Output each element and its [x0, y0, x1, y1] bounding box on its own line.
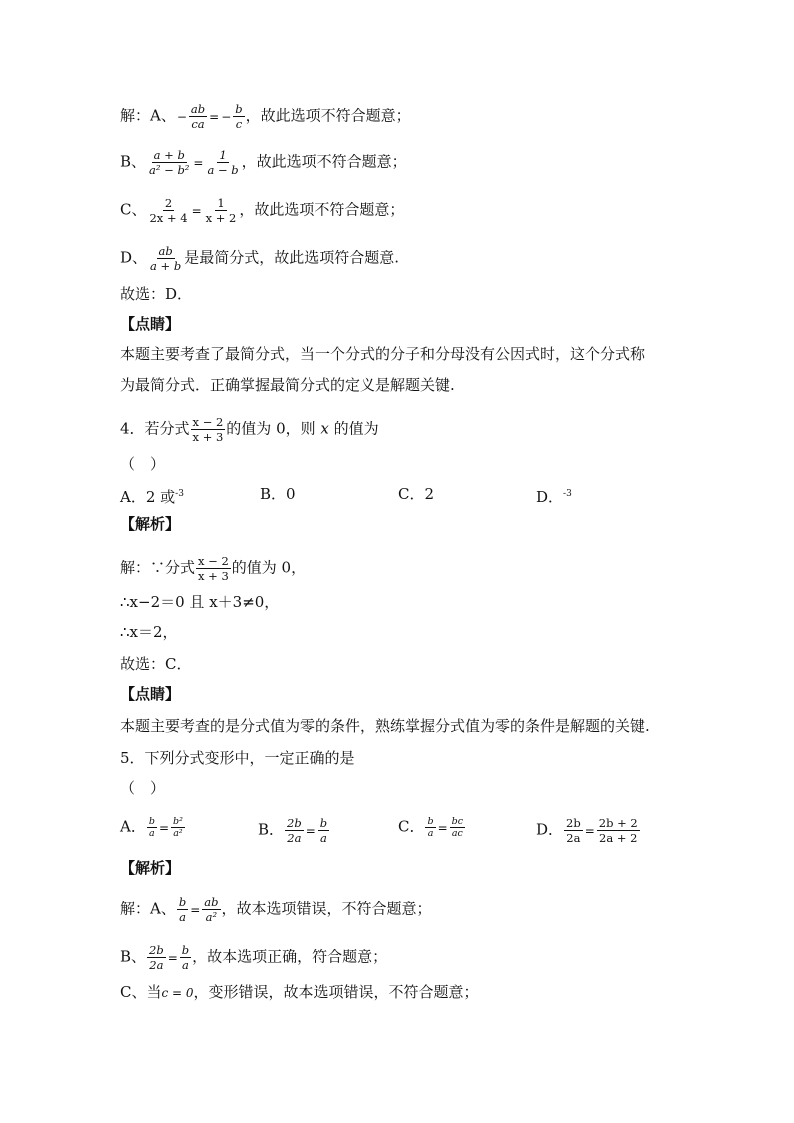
q5-sol-b-lhs	[147, 943, 166, 972]
q5-sol-a: 解：A、 $\frac{b}{a}$ = $\frac{ab}{\text{a²}}$ ，故本选项错误，不符合题意；	[120, 895, 432, 924]
q3-sol-d-prefix: D、	[120, 248, 148, 267]
frac-num: 2	[164, 196, 173, 210]
q3-sol-b-lhs	[147, 148, 191, 177]
q5-sol-c-expr: c = 0	[161, 986, 194, 1000]
frac-den: a	[320, 831, 327, 845]
q5-sol-b-prefix: B、	[120, 947, 147, 966]
option-lhs	[285, 816, 304, 845]
q5-sol-b-rhs	[180, 943, 191, 972]
q4-option-a[interactable]	[120, 484, 184, 507]
q4-stem	[120, 415, 379, 444]
q3-sol-c: C、 $\frac{2}{2x + 4}$ = $\frac{1}{x + 2}$ ，故此选项不符合题意；	[120, 196, 405, 225]
option-label: B．	[258, 820, 285, 839]
frac-num: 2b + 2	[598, 816, 638, 830]
frac-num: 1	[217, 196, 225, 210]
q5-sol-b-text: ，故本选项正确，符合题意；	[192, 947, 388, 966]
q5-option-c[interactable]: C． $\frac{b}{a}$ = $\frac{bc}{ac}$	[398, 816, 464, 839]
q5-analysis-header: 【解析】	[120, 859, 181, 877]
frac-num: b	[178, 895, 187, 909]
option-label: D．	[536, 488, 564, 506]
frac-num: 2b	[287, 816, 302, 830]
q3-point-line2: 为最简分式．正确掌握最简分式的定义是解题关键.	[120, 376, 455, 394]
frac-den: a	[149, 828, 155, 839]
q5-option-a[interactable]: A． $\frac{b}{a}$ = $\frac{\text{b²}}{\text{a²}}$	[120, 816, 183, 839]
q3-sol-c-rhs	[204, 196, 239, 225]
frac-num: a + b	[153, 148, 185, 162]
option-text: 0	[286, 485, 296, 503]
q5-sol-c-text: ，变形错误，故本选项错误，不符合题意；	[193, 983, 479, 1001]
q4-point-header: 【点睛】	[120, 685, 181, 703]
option-label: B．	[260, 485, 287, 503]
frac-den: x + 3	[198, 569, 229, 583]
q5-sol-c	[120, 982, 479, 1003]
q5-sol-c-prefix: C、当	[120, 983, 162, 1001]
q3-sol-c-text: ，故此选项不符合题意；	[239, 200, 405, 219]
frac-den: 2a	[149, 958, 164, 972]
frac-num: x − 2	[192, 415, 224, 429]
option-label: C．	[398, 485, 425, 503]
q4-analysis-header: 【解析】	[120, 515, 181, 533]
q4-option-b[interactable]	[260, 484, 296, 504]
frac-num: ab	[190, 102, 206, 116]
q3-point-line1: 本题主要考查了最简分式，当一个分式的分子和分母没有公因式时，这个分式称	[120, 345, 646, 363]
q4-sol1	[120, 554, 306, 583]
frac-den: a²	[205, 910, 218, 924]
q3-point-header: 【点睛】	[120, 315, 181, 333]
q4-stem-mid: 的值为 0，则	[226, 419, 321, 438]
q5-option-b[interactable]: B． $\frac{2b}{2a}$ = $\frac{b}{a}$	[258, 816, 328, 845]
option-extra: -3	[175, 489, 184, 499]
q3-sol-a-lhs-sign: −	[176, 109, 187, 124]
frac-num: b	[148, 816, 155, 827]
frac-num: b²	[173, 816, 183, 827]
frac-num: x − 2	[198, 554, 229, 568]
option-text: 2	[424, 485, 435, 503]
q5-sol-a-rhs	[202, 895, 220, 924]
option-lhs	[425, 816, 435, 839]
option-rhs	[450, 816, 465, 839]
q3-sol-c-prefix: C、	[120, 200, 147, 219]
q3-sol-b: B、 $\frac{a + b}{\text{a² − b²}}$ = $\frac{1}{a - b}$ ，故此选项不符合题意；	[120, 148, 407, 177]
frac-den: x + 3	[192, 430, 224, 444]
frac-den: a²	[173, 828, 183, 839]
q4-stem-frac	[191, 415, 226, 444]
option-extra: -3	[563, 489, 572, 499]
frac-den: 2a	[566, 831, 581, 845]
frac-num: b	[427, 816, 434, 827]
q4-sol3: ∴x＝2，	[120, 623, 178, 641]
frac-num: ab	[204, 895, 219, 909]
q4-sol1-frac	[196, 554, 231, 583]
option-label: D．	[536, 820, 564, 839]
q4-option-d[interactable]	[536, 484, 572, 507]
q3-sol-a-prefix: 解：A、	[120, 106, 176, 125]
option-lhs	[147, 816, 157, 839]
q3-sol-b-prefix: B、	[120, 152, 147, 171]
q3-sol-a: 解：A、− $\frac{ab}{ca}$ = − $\frac{b}{c}$ ，故此选项不符合题意；	[120, 102, 411, 131]
frac-den: ac	[451, 828, 463, 839]
frac-den: c	[235, 117, 243, 131]
q3-sol-a-rhs	[233, 102, 244, 131]
frac-num: ab	[158, 244, 173, 258]
option-lhs	[564, 816, 583, 845]
q5-option-d[interactable]: D． $\frac{2b}{2a}$ = $\frac{2b + 2}{2a + 2}$	[536, 816, 638, 845]
q4-point-line: 本题主要考查的是分式值为零的条件，熟练掌握分式值为零的条件是解题的关键.	[120, 717, 650, 735]
frac-num: 2b	[149, 943, 164, 957]
q3-sol-d-frac	[148, 244, 183, 273]
q5-sol-a-prefix: 解：A、	[120, 899, 176, 918]
frac-den: a	[179, 910, 186, 924]
option-rhs	[597, 816, 640, 845]
q3-sol-c-lhs	[147, 196, 189, 225]
q3-sol-d	[120, 244, 399, 273]
q5-sol-a-lhs	[177, 895, 188, 924]
q4-sol1-suffix: 的值为 0，	[231, 558, 307, 577]
q3-sol-a-lhs	[189, 102, 207, 131]
option-rhs	[171, 816, 185, 839]
frac-den: ca	[191, 117, 205, 131]
frac-den: 2x + 4	[149, 211, 188, 225]
q4-paren: （ ）	[120, 455, 166, 473]
option-label: A．	[120, 817, 146, 836]
q5-sol-a-text: ，故本选项错误，不符合题意；	[221, 899, 432, 918]
q4-sol1-prefix: 解：∵分式	[120, 558, 196, 577]
option-rhs	[318, 816, 329, 845]
frac-den: a	[182, 958, 189, 972]
frac-den: a	[427, 828, 434, 839]
q4-sol2: ∴x−2＝0 且 x＋3≠0，	[120, 593, 280, 611]
option-label: A．	[120, 488, 146, 506]
q5-paren: （ ）	[120, 779, 166, 797]
q4-stem-suffix: 的值为	[328, 419, 379, 438]
q4-stem-var: x	[320, 419, 329, 438]
frac-num: 1	[219, 148, 227, 162]
frac-num: bc	[451, 816, 464, 827]
frac-den: a + b	[150, 259, 182, 273]
q5-stem: 5．下列分式变形中，一定正确的是	[120, 749, 355, 767]
frac-num: b	[319, 816, 328, 830]
frac-den: a² − b²	[149, 163, 190, 177]
q3-sol-a-text: ，故此选项不符合题意；	[245, 106, 411, 125]
option-text: 2 或	[145, 488, 176, 506]
option-label: C．	[398, 817, 425, 836]
q4-answer: 故选：C．	[120, 655, 192, 673]
frac-den: 2a	[287, 831, 302, 845]
q3-answer: 故选：D．	[120, 285, 193, 303]
q3-sol-b-rhs	[205, 148, 240, 177]
frac-num: b	[181, 943, 190, 957]
frac-num: 2b	[566, 816, 581, 830]
frac-den: x + 2	[205, 211, 237, 225]
q3-sol-d-text: 是最简分式，故此选项符合题意.	[184, 248, 399, 267]
frac-den: 2a + 2	[599, 831, 638, 845]
q4-stem-prefix: 4．若分式	[120, 419, 190, 438]
frac-den: a − b	[207, 163, 239, 177]
q3-sol-b-text: ，故此选项不符合题意；	[241, 152, 407, 171]
q3-sol-a-rhs-sign: −	[221, 109, 232, 124]
q4-option-c[interactable]	[398, 484, 434, 504]
frac-num: b	[235, 102, 243, 116]
q5-sol-b: B、 $\frac{2b}{2a}$ = $\frac{b}{a}$ ，故本选项正确，符合题意；	[120, 943, 388, 972]
